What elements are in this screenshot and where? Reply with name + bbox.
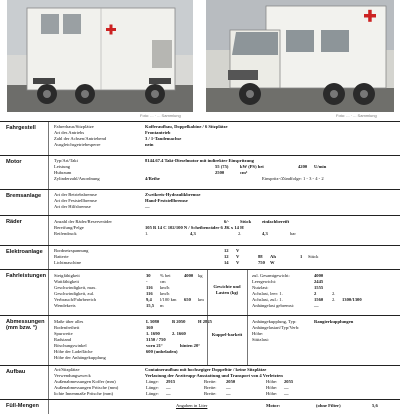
spec-value: 2500 <box>215 170 225 175</box>
spec-value: — <box>166 385 171 390</box>
spec-sheet <box>0 121 400 409</box>
spec-value: 650 <box>184 297 191 302</box>
spec-label: Motor: <box>266 403 281 408</box>
section-raeder <box>0 216 400 246</box>
divider <box>207 270 208 315</box>
spec-value: 2915 <box>166 379 176 384</box>
spec-value: 750 <box>258 260 265 265</box>
divider <box>247 316 248 365</box>
spec-label: Bereifung/Felge <box>54 225 84 230</box>
spec-label: Geschwindigkeit, max. <box>54 285 97 290</box>
spec-label: Steigfähigkeit <box>54 273 80 278</box>
spec-value: 12 <box>224 254 229 259</box>
spec-value: Verlastung der Arzttrupp-Ausstattung und Transport von 4 Verletzten <box>145 373 283 378</box>
spec-label: Lichtmaschine <box>54 260 82 265</box>
spec-value: 4200 <box>298 164 308 169</box>
spec-value: 4000 <box>184 273 194 278</box>
divider <box>48 156 49 189</box>
spec-value: L 5080 <box>146 319 160 324</box>
spec-label: Ausgleichsgetriebesperre <box>54 142 101 147</box>
spec-label: Zahl der Achsen/Antriebend <box>54 136 107 141</box>
sub-section-title: Gewichte und Lasten (kg) <box>213 284 241 295</box>
photo-strip <box>0 0 400 120</box>
spec-value: 9,4 <box>146 297 152 302</box>
spec-value: — <box>166 391 171 396</box>
vehicle-photo-rear <box>7 0 193 112</box>
section-motor <box>0 156 400 190</box>
spec-label: Außenabmessungen Pritsche (mm) <box>54 385 119 390</box>
spec-unit: cm³ <box>240 170 248 175</box>
divider <box>48 366 49 399</box>
sub-section-title: Kuppel-barkeit <box>211 332 243 337</box>
spec-label: Breite: <box>204 379 217 384</box>
spec-unit: % bei <box>160 273 171 278</box>
spec-value: 2055 <box>284 379 294 384</box>
spec-value: 15,5 <box>146 303 155 308</box>
spec-label: Länge: <box>146 379 159 384</box>
spec-label: Angaben in Liter <box>176 403 208 408</box>
spec-label: Reifendruck <box>54 231 77 236</box>
spec-label: Achslast, leer: 1. <box>252 291 283 296</box>
spec-value: 2050 <box>226 379 236 384</box>
section-bremsanlage <box>0 190 400 216</box>
section-aufbau <box>0 366 400 400</box>
spec-label: Länge: <box>146 391 159 396</box>
divider <box>247 270 248 315</box>
spec-value: — <box>226 391 231 396</box>
spec-unit: U/min <box>314 164 327 169</box>
spec-label: Anzahl der Räder/Reserveräder <box>54 219 112 224</box>
spec-label: Anhängekupplung, Typ: <box>252 319 297 324</box>
spec-value: 1 <box>300 254 303 259</box>
spec-value: Einspritz-/Zündfolge: 1 - 3 - 4 - 2 <box>262 176 324 181</box>
divider <box>48 190 49 215</box>
spec-unit: Ah <box>270 254 276 259</box>
spec-value: 1. 1690 <box>146 331 160 336</box>
spec-label: Art der Betriebsbremse <box>54 192 97 197</box>
spec-unit: kW (PS) bei <box>240 164 264 169</box>
spec-label: Art des Antriebs <box>54 130 85 135</box>
spec-label: Wattfähigkeit <box>54 279 79 284</box>
spec-label: Anhängelastart/Typ/Verb: <box>252 325 300 330</box>
spec-label: Böschungswinkel <box>54 343 87 348</box>
spec-value: — <box>284 391 289 396</box>
section-title: Räder <box>6 219 22 225</box>
spec-value: 2. <box>238 231 242 236</box>
spec-unit: Stück <box>308 254 319 259</box>
spec-value: 4,3 <box>262 231 268 236</box>
photo-caption-left: Foto: ... · ... Sammlung <box>140 113 181 118</box>
spec-value: 4000 <box>314 273 324 278</box>
section-title: Motor <box>6 159 22 165</box>
spec-label: Breite: <box>204 385 217 390</box>
divider <box>48 270 49 315</box>
section-abmessungen <box>0 316 400 366</box>
spec-value: 4,3 <box>190 231 196 236</box>
spec-label: Höhe: <box>266 391 278 396</box>
section-title: Fahrleistungen <box>6 273 47 279</box>
spec-value: — <box>145 204 150 209</box>
divider <box>48 216 49 245</box>
spec-label: Bordnetzspannung <box>54 248 89 253</box>
spec-unit: V <box>236 254 240 259</box>
vehicle-photo-front <box>206 0 394 112</box>
spec-value: 2. 1660 <box>172 331 186 336</box>
spec-unit: bar <box>290 231 296 236</box>
spec-label: Höhe der Anhängekupplung <box>54 355 106 360</box>
spec-label: Höhe der Ladefläche <box>54 349 93 354</box>
spec-label: Außenabmessungen Koffer (mm) <box>54 379 116 384</box>
spec-label: Fahrerhaus/Sitzplätze <box>54 124 94 129</box>
divider <box>48 316 49 365</box>
spec-value: 116 <box>146 291 153 296</box>
spec-label: Spurweite <box>54 331 73 336</box>
spec-label: lichte Innenmaße Pritsche (mm) <box>54 391 114 396</box>
spec-unit: Stück <box>240 219 252 224</box>
section-title: Elektroanlage <box>6 249 43 255</box>
spec-value: Containeraufbau mit hochsegiger Doppeltür / keine Sitzplätze <box>145 367 267 372</box>
spec-value: 55 (75) <box>215 164 229 169</box>
divider <box>48 400 49 414</box>
spec-value: Rangierkupplungen <box>314 319 354 324</box>
spec-value: 3150 / 750 <box>146 337 166 342</box>
spec-label: Breite: <box>204 391 217 396</box>
spec-value: 12 <box>224 248 229 253</box>
spec-label: Radstand <box>54 337 72 342</box>
section-title: Fahrgestell <box>6 125 36 131</box>
spec-label: Anhängelast gebremst: <box>252 303 295 308</box>
spec-value: Kofferaufbau, Doppelkabine / 6 Sitzplätze <box>145 124 228 129</box>
spec-label: Geschwindigkeit, zul. <box>54 291 95 296</box>
spec-label: Typ/Art/Takt <box>54 158 78 163</box>
divider <box>48 246 49 269</box>
spec-label: 2. <box>332 291 336 296</box>
section-fahrgestell <box>0 122 400 156</box>
spec-value: — <box>314 303 319 308</box>
spec-unit: km/h <box>160 291 170 296</box>
spec-label: Wendekreis <box>54 303 76 308</box>
spec-label: Höhe: <box>266 379 278 384</box>
spec-label: Höhe: <box>266 385 278 390</box>
spec-value: — <box>284 385 289 390</box>
spec-label: Länge: <box>146 385 159 390</box>
spec-value: 8144.67.4 Takt-Dieselmotor mit indirekter Einspritzung <box>145 158 254 163</box>
spec-value: H 2825 <box>198 319 212 324</box>
spec-unit: kg <box>198 273 203 278</box>
spec-value: 6/- <box>224 219 230 224</box>
spec-unit: cm <box>160 279 166 284</box>
spec-unit: l/100 km <box>160 297 177 302</box>
spec-value: 1. <box>145 231 149 236</box>
spec-value: Zweikreis-Hydraulikbremse <box>145 192 201 197</box>
spec-label: Art der Hilfsbremse <box>54 204 91 209</box>
spec-value: 1555 <box>314 285 324 290</box>
spec-value: 14 <box>224 260 229 265</box>
spec-label: Leistung <box>54 164 71 169</box>
spec-unit: km/h <box>160 285 170 290</box>
section-elektroanlage <box>0 246 400 270</box>
spec-label: Nutzlast: <box>252 285 269 290</box>
spec-label: Batterie <box>54 254 69 259</box>
spec-value: 4/Reihe <box>145 176 160 181</box>
spec-label: Bodenfreiheit <box>54 325 80 330</box>
spec-label: Art/Sitzplätze <box>54 367 80 372</box>
section-title: Aufbau <box>6 369 26 375</box>
spec-label: Art der Feststellbremse <box>54 198 97 203</box>
spec-value: — <box>226 385 231 390</box>
spec-label: Hubraum <box>54 170 72 175</box>
spec-label: Maße über alles <box>54 319 84 324</box>
spec-value: B 2050 <box>172 319 186 324</box>
spec-value: 2 <box>314 291 317 296</box>
spec-value: 105 R 14 C 102/100 N / Scheibenräder 6 JK x 14 H <box>145 225 244 230</box>
section-title: Bremsanlage <box>6 193 42 199</box>
spec-value: 600 (unbeladen) <box>146 349 178 354</box>
spec-value: nein <box>145 142 154 147</box>
spec-value: - <box>146 279 148 284</box>
spec-value: Hand-Feststellbremse <box>145 198 188 203</box>
spec-unit: V <box>236 260 240 265</box>
divider <box>48 122 49 155</box>
spec-value: 3 / 1-Tandemachse <box>145 136 182 141</box>
spec-label: Achslast, zul.: 1. <box>252 297 283 302</box>
photo-caption-right: Foto: ... · ... Sammlung <box>336 113 377 118</box>
spec-value: 5,6 <box>372 403 378 408</box>
spec-value: einfachbereift <box>262 219 290 224</box>
spec-unit: km <box>198 297 204 302</box>
spec-label: 2. <box>332 297 336 302</box>
spec-value: hinten 20° <box>180 343 201 348</box>
section-fuellmengen <box>0 400 400 414</box>
section-title: Abmessungen (mm bzw. °) <box>6 319 45 331</box>
spec-label: Verwendungszweck <box>54 373 91 378</box>
spec-value: 1300/1300 <box>342 297 362 302</box>
spec-value: 30 <box>146 273 151 278</box>
spec-value: vorn 21° <box>146 343 163 348</box>
section-fahrleistungen <box>0 270 400 316</box>
spec-value: Frontantrieb <box>145 130 171 135</box>
spec-label: Verbrauch/Fahrbereich <box>54 297 97 302</box>
spec-value: 1560 <box>314 297 324 302</box>
spec-value: 160 <box>146 325 153 330</box>
spec-value: 88 <box>258 254 263 259</box>
divider <box>207 316 208 365</box>
spec-label: zul. Gesamtgewicht: <box>252 273 290 278</box>
spec-value: 116 <box>146 285 153 290</box>
spec-label: Zylinderzahl/Anordnung <box>54 176 100 181</box>
section-title: Füll-Mengen <box>6 403 39 409</box>
spec-unit: m <box>160 303 164 308</box>
spec-value: 2445 <box>314 279 324 284</box>
spec-label: Höhe: <box>252 331 264 336</box>
spec-unit: V <box>236 248 240 253</box>
spec-label: Stützlast: <box>252 337 270 342</box>
spec-unit: W <box>270 260 275 265</box>
spec-label: Leergewicht: <box>252 279 277 284</box>
spec-label: (ohne Filter) <box>316 403 341 408</box>
